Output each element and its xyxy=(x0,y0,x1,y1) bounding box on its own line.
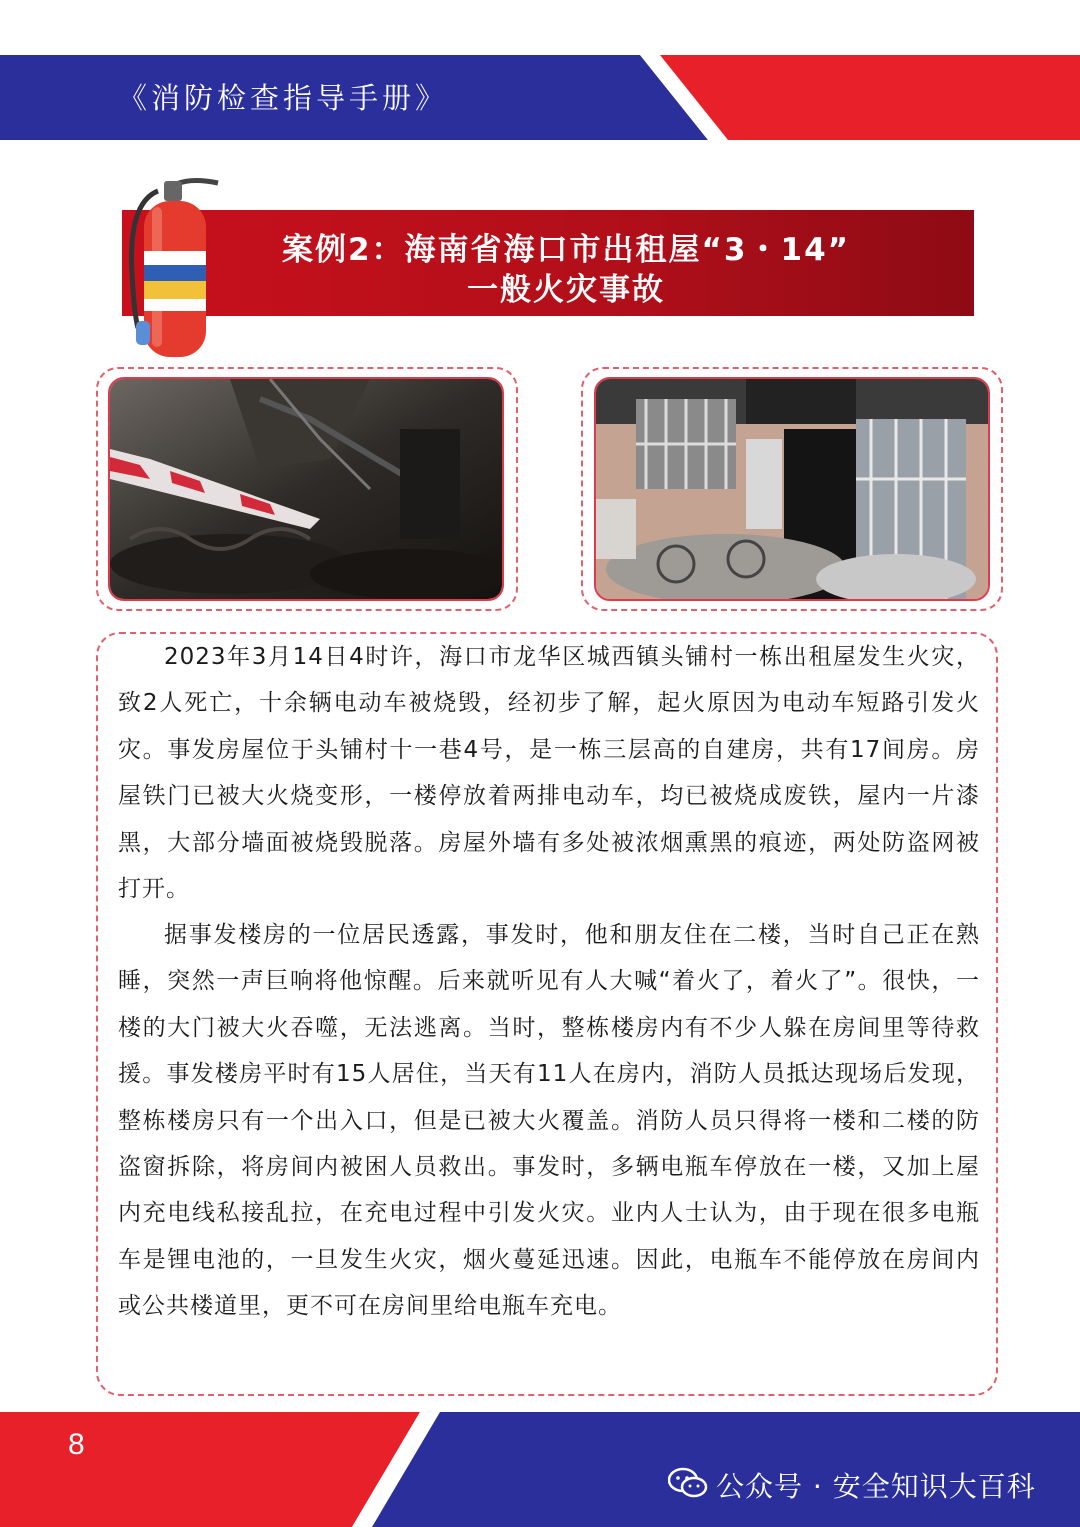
case-title-line1: 案例2：海南省海口市出租屋“3・14” xyxy=(281,232,851,268)
fire-extinguisher-icon xyxy=(118,163,228,367)
burned-stairwell-photo xyxy=(108,377,504,601)
article-paragraph: 2023年3月14日4时许，海口市龙华区城西镇头铺村一栋出租屋发生火灾，致2人死亡，十余辆电动车被烧毁，经初步了解，起火原因为电动车短路引发火灾。事发房屋位于头铺村十一巷4号，是一栋三层高的自建房，共有17间房。房屋铁门已被大火烧变形，一楼停放着两排电动车，均已被烧成废铁，屋内一片漆黑，大部分墙面被烧毁脱落。房屋外墙有多处被浓烟熏黑的痕迹，两处防盗网被打开。 xyxy=(118,644,980,903)
burned-building-entrance-photo xyxy=(594,377,990,601)
case-title-line2: 一般火灾事故 xyxy=(467,272,665,308)
watermark-text: 公众号 · 安全知识大百科 xyxy=(716,1470,1036,1503)
page-number: 8 xyxy=(68,1428,85,1461)
article-paragraph: 据事发楼房的一位居民透露，事发时，他和朋友住在二楼，当时自己正在熟睡，突然一声巨响将他惊醒。后来就听见有人大喊“着火了，着火了”。很快，一楼的大门被大火吞噬，无法逃离。当时，整栋楼房内有不少人躲在房间里等待救援。事发楼房平时有15人居住，当天有11人在房内，消防人员抵达现场后发现，整栋楼房只有一个出入口，但是已被大火覆盖。消防人员只得将一楼和二楼的防盗窗拆除，将房间内被困人员救出。事发时，多辆电瓶车停放在一楼，又加上屋内充电线私接乱拉，在充电过程中引发火灾。业内人士认为，由于现在很多电瓶车是锂电池的，一旦发生火灾，烟火蔓延迅速。因此，电瓶车不能停放在房间内或公共楼道里，更不可在房间里给电瓶车充电。 xyxy=(118,922,980,1320)
manual-title: 《消防检查指导手册》 xyxy=(118,81,449,115)
wechat-icon xyxy=(668,1466,708,1504)
wechat-watermark xyxy=(668,1465,1036,1505)
